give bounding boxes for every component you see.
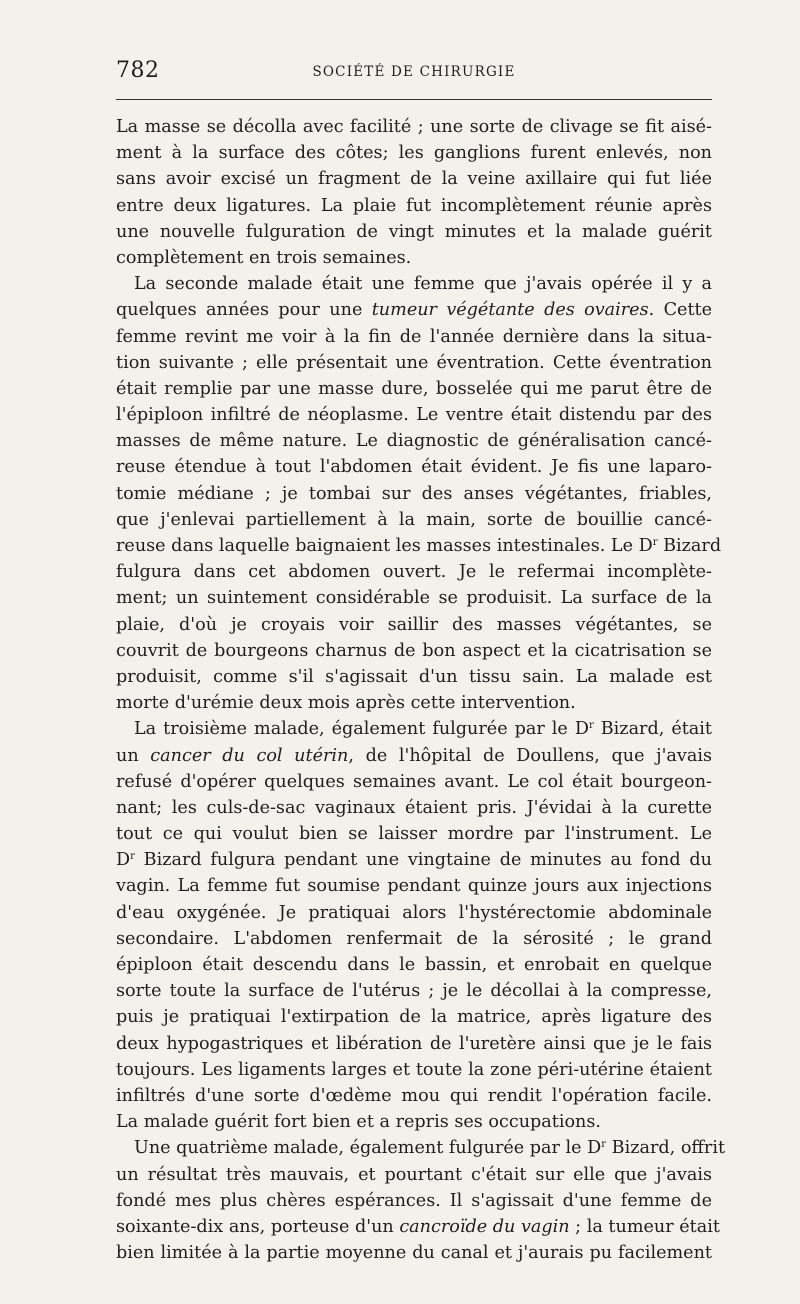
text-line	[116, 114, 712, 140]
text-line	[116, 1214, 720, 1240]
text-run: Bizard, offrit	[606, 1138, 726, 1159]
text-line	[116, 926, 712, 952]
text-run: complètement en trois semaines.	[116, 247, 412, 268]
page-number: 782	[116, 58, 160, 83]
text-line	[116, 481, 712, 507]
text-run: tion suivante ; elle présentait une éventration. Cette éventration	[116, 352, 712, 373]
text-run: D	[116, 850, 131, 871]
text-line	[116, 1109, 712, 1135]
text-run: Une quatrième malade, également fulgurée par le D	[134, 1138, 602, 1159]
text-line	[116, 1083, 712, 1109]
text-line	[116, 690, 712, 716]
text-line	[116, 900, 712, 926]
text-run: sorte toute la surface de l'utérus ; je le décollai à la compresse,	[116, 981, 712, 1002]
text-line	[116, 376, 712, 402]
text-run: La troisième malade, également fulgurée par le D	[134, 719, 589, 740]
text-run: produisit, comme s'il s'agissait d'un tissu sain. La malade est	[116, 666, 712, 687]
text-run: l'épiploon infiltré de néoplasme. Le ventre était distendu par des	[116, 405, 712, 426]
text-run: une nouvelle fulguration de vingt minutes et la malade guérit	[116, 221, 712, 242]
text-run: ; la tumeur était	[569, 1216, 720, 1237]
text-run: , de l'hôpital de Doullens, que j'avais	[348, 745, 712, 766]
text-run: deux hypogastriques et libération de l'uretère ainsi que je le fais	[116, 1033, 712, 1054]
text-line	[116, 1057, 712, 1083]
text-line	[116, 585, 712, 611]
superscript: r	[652, 537, 658, 548]
text-run: entre deux ligatures. La plaie fut incomplètement réunie après	[116, 195, 712, 216]
text-run: reuse étendue à tout l'abdomen était évident. Je fis une laparo-	[116, 457, 712, 478]
text-run: toujours. Les ligaments larges et toute la zone péri-utérine étaient	[116, 1059, 712, 1080]
text-run: La malade guérit fort bien et a repris ses occupations.	[116, 1112, 602, 1133]
text-line	[116, 245, 712, 271]
text-line	[116, 454, 712, 480]
text-run: sans avoir excisé un fragment de la veine axillaire qui fut liée	[116, 169, 712, 190]
text-line	[116, 1031, 712, 1057]
text-run: reuse dans laquelle baignaient les masses intestinales. Le D	[116, 536, 653, 556]
text-line	[116, 271, 712, 297]
text-run: bien limitée à la partie moyenne du canal et j'aurais pu facilement	[116, 1243, 712, 1264]
text-line	[116, 507, 712, 533]
italic-text: cancer du col utérin	[150, 745, 349, 766]
text-run: ment à la surface des côtes; les ganglions furent enlevés, non	[116, 143, 712, 164]
text-run: soixante-dix ans, porteuse d'un	[116, 1216, 400, 1237]
text-line	[116, 140, 712, 166]
text-line	[116, 1004, 712, 1030]
text-run: fulgura dans cet abdomen ouvert. Je le refermai incomplète-	[116, 562, 712, 583]
text-run: femme revint me voir à la fin de l'année dernière dans la situa-	[116, 326, 712, 347]
text-line	[116, 166, 712, 192]
text-run: La masse se décolla avec facilité ; une sorte de clivage se fit aisé-	[116, 117, 712, 137]
text-line	[116, 638, 712, 664]
text-run: plaie, d'où je croyais voir saillir des masses végétantes, se	[116, 614, 712, 635]
text-line	[116, 1188, 712, 1214]
text-line	[116, 297, 712, 323]
text-run: Bizard, était	[593, 719, 712, 740]
text-run: tout ce qui voulut bien se laisser mordre par l'instrument. Le	[116, 824, 712, 845]
text-run: Bizard	[657, 536, 722, 556]
italic-text: cancroïde du vagin	[399, 1216, 570, 1237]
text-run: tomie médiane ; je tombai sur des anses végétantes, friables,	[116, 483, 712, 504]
text-line	[116, 978, 712, 1004]
text-run: infiltrés d'une sorte d'œdème mou qui rendit l'opération facile.	[116, 1085, 712, 1106]
text-run: un résultat très mauvais, et pourtant c'était sur elle que j'avais	[116, 1164, 712, 1185]
text-line	[116, 533, 722, 559]
text-line	[116, 795, 712, 821]
text-run: d'eau oxygénée. Je pratiquai alors l'hystérectomie abdominale	[116, 902, 712, 923]
superscript: r	[601, 1139, 607, 1151]
text-line	[116, 1240, 712, 1266]
text-run: épiploon était descendu dans le bassin, et enrobait en quelque	[116, 955, 712, 975]
superscript: r	[130, 851, 135, 863]
text-line	[116, 873, 712, 899]
text-run: nant; les culs-de-sac vaginaux étaient pris. J'évidai à la curette	[116, 797, 712, 818]
text-run: fondé mes plus chères espérances. Il s'agissait d'une femme de	[116, 1190, 712, 1211]
text-line	[116, 402, 712, 428]
text-run: que j'enlevai partiellement à la main, sorte de bouillie cancé-	[116, 509, 712, 530]
text-line	[116, 821, 712, 847]
text-line	[116, 193, 712, 219]
text-run: refusé d'opérer quelques semaines avant. Le col était bourgeon-	[116, 771, 712, 792]
header-rule	[116, 99, 712, 100]
text-run: quelques années pour une	[116, 300, 372, 321]
running-title: SOCIÉTÉ DE CHIRURGIE	[312, 64, 516, 80]
text-line	[116, 1135, 726, 1161]
text-run: puis je pratiquai l'extirpation de la matrice, après ligature des	[116, 1007, 712, 1028]
text-line	[116, 324, 712, 350]
text-line	[116, 847, 712, 873]
text-run: était remplie par une masse dure, bosselée qui me parut être de	[116, 378, 712, 399]
text-run: vagin. La femme fut soumise pendant quinze jours aux injections	[116, 876, 712, 897]
text-run: masses de même nature. Le diagnostic de généralisation cancé-	[116, 431, 712, 452]
text-line	[116, 559, 712, 585]
page-header	[116, 58, 712, 88]
text-run: couvrit de bourgeons charnus de bon aspect et la cicatrisation se	[116, 640, 712, 661]
text-run: secondaire. L'abdomen renfermait de la sérosité ; le grand	[116, 928, 712, 949]
text-line	[116, 952, 712, 978]
text-run: . Cette	[648, 300, 712, 321]
text-line	[116, 769, 712, 795]
text-line	[116, 716, 712, 742]
text-run: morte d'urémie deux mois après cette intervention.	[116, 693, 576, 714]
text-run: La seconde malade était une femme que j'avais opérée il y a	[134, 274, 712, 295]
text-line	[116, 612, 712, 638]
body-text	[116, 114, 726, 1266]
text-line	[116, 350, 712, 376]
text-line	[116, 743, 712, 769]
text-run: ment; un suintement considérable se produisit. La surface de la	[116, 588, 712, 609]
superscript: r	[588, 720, 594, 732]
text-line	[116, 1162, 712, 1188]
text-line	[116, 219, 712, 245]
text-run: un	[116, 745, 151, 766]
italic-text: tumeur végétante des ovaires	[371, 300, 649, 321]
text-run: Bizard fulgura pendant une vingtaine de minutes au fond du	[134, 850, 712, 871]
text-line	[116, 428, 712, 454]
text-line	[116, 664, 712, 690]
